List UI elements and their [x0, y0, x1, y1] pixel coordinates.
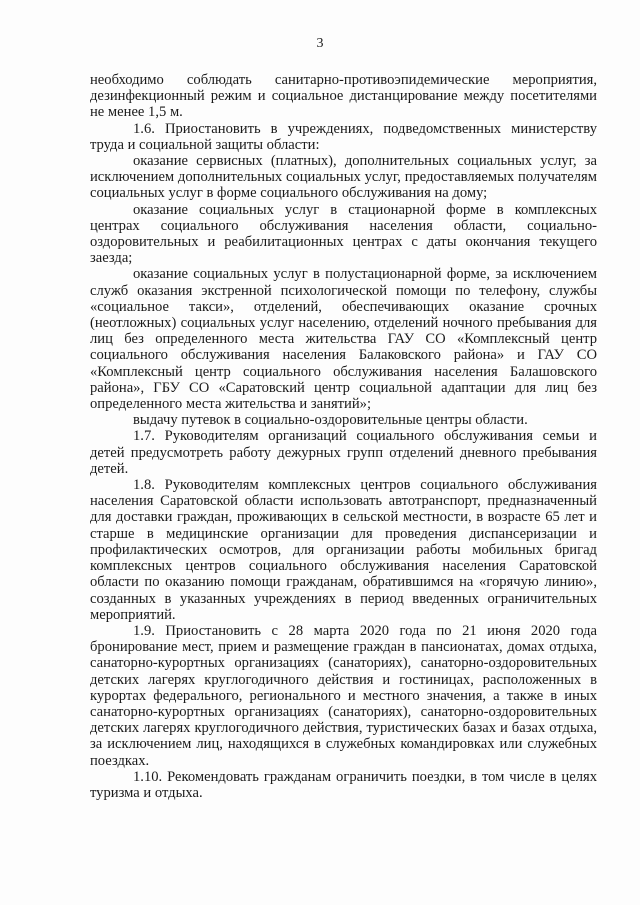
- document-body: [90, 72, 597, 801]
- paragraph-continuation: необходимо соблюдать санитарно-противоэпидемические мероприятия, дезинфекционный режим и социальное дистанцирование между посетителями не менее 1,5 м.: [90, 72, 597, 121]
- paragraph-1-7: 1.7. Руководителям организаций социального обслуживания семьи и детей предусмотреть работу дежурных групп отделений дневного пребывания детей.: [90, 428, 597, 477]
- page-number: 3: [316, 36, 324, 51]
- paragraph-1-8: 1.8. Руководителям комплексных центров социального обслуживания населения Саратовской области использовать автотранспорт, предназначенный для доставки граждан, проживающих в сельской местности, в возрасте 65 лет и старше в медицинские организации для проведения диспансеризации и профилактических осмотров, для организации работы мобильных бригад комплексных центров социального обслуживания населения Саратовской области по оказанию помощи гражданам, обратившимся на «горячую линию», созданных в указанных учреждениях в период введенных ограничительных мероприятий.: [90, 477, 597, 623]
- paragraph-1-6-item-stationary: оказание социальных услуг в стационарной форме в комплексных центрах социального обслуживания населения области, социально-оздоровительных и реабилитационных центрах с даты окончания текущего заезда;: [90, 201, 597, 267]
- paragraph-1-10: 1.10. Рекомендовать гражданам ограничить поездки, в том числе в целях туризма и отдыха.: [90, 768, 597, 801]
- paragraph-1-6: 1.6. Приостановить в учреждениях, подведомственных министерству труда и социальной защиты области:: [90, 120, 597, 153]
- paragraph-1-6-item-vouchers: выдачу путевок в социально-оздоровительные центры области.: [133, 412, 528, 429]
- paragraph-1-6-item-semi-stationary: оказание социальных услуг в полустационарной форме, за исключением служб оказания экстренной психологической помощи по телефону, службы «социальное такси», отделений, обеспечивающих оказание срочных (неотложных) социальных услуг населению, отделений ночного пребывания для лиц без определенного места жительства ГАУ СО «Комплексный центр социального обслуживания населения Балаковского района» и ГАУ СО «Комплексный центр социального обслуживания населения Балашовского района», ГБУ СО «Саратовский центр социальной адаптации для лиц без определенного места жительства и занятий»;: [90, 266, 597, 413]
- paragraph-1-6-item-paid-services: оказание сервисных (платных), дополнительных социальных услуг, за исключением дополнительных социальных услуг, предоставляемых получателям социальных услуг в форме социального обслуживания на дому;: [90, 153, 597, 202]
- paragraph-1-9: 1.9. Приостановить с 28 марта 2020 года по 21 июня 2020 года бронирование мест, прием и размещение граждан в пансионатах, домах отдыха, санаторно-курортных организациях (санаториях), санаторно-оздоровительных детских лагерях круглогодичного действия и гостиницах, расположенных в курортах федерального, регионального и местного значения, а также в иных санаторно-курортных организациях (санаториях), санаторно-оздоровительных детских лагерях круглогодичного действия, туристических базах и базах отдыха, за исключением лиц, находящихся в служебных командировках или служебных поездках.: [90, 622, 597, 769]
